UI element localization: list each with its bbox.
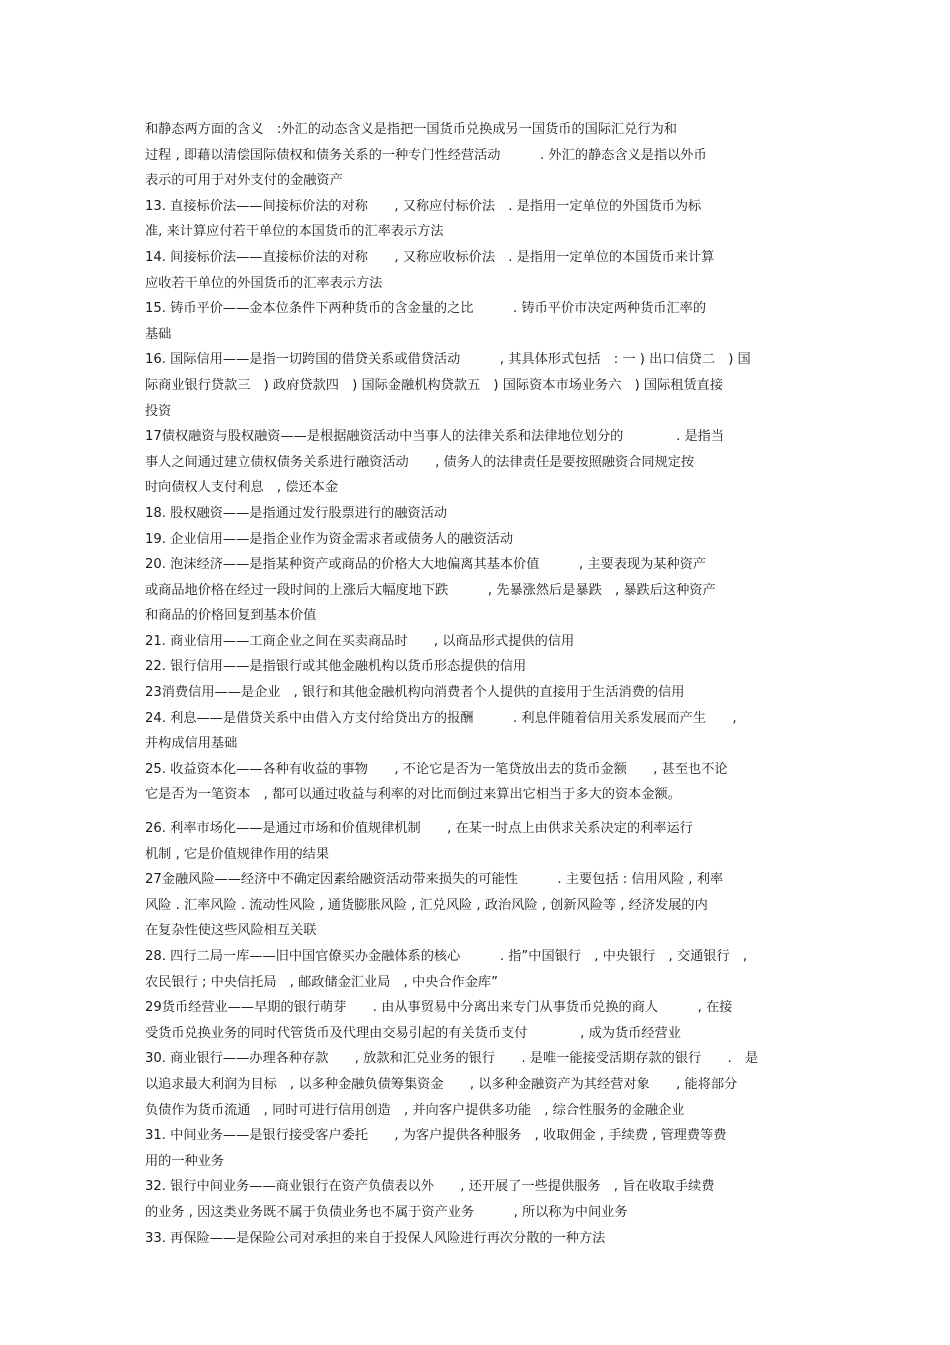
text-line: 31. 中间业务——是银行接受客户委托 , 为客户提供各种服务 , 收取佣金 , 手续费 , 管理费等费: [145, 1128, 727, 1144]
text-line: 33. 再保险——是保险公司对承担的来自于投保人风险进行再次分散的一种方法: [145, 1230, 606, 1246]
text-line: 际商业银行贷款三 ) 政府贷款四 ) 国际金融机构贷款五 ) 国际资本市场业务六 ) 国际租赁直接: [145, 377, 724, 393]
text-line: 22. 银行信用——是指银行或其他金融机构以货币形态提供的信用: [145, 659, 527, 675]
text-line: 29货币经营业——早期的银行萌芽 . 由从事贸易中分离出来专门从事货币兑换的商人 , 在接: [145, 1000, 733, 1016]
text-line: 事人之间通过建立债权债务关系进行融资活动 , 债务人的法律责任是要按照融资合同规定按: [145, 454, 695, 470]
text-line: 农民银行 ; 中央信托局 , 邮政储金汇业局 , 中央合作金库”: [145, 974, 498, 990]
paragraph-gap: [145, 808, 810, 816]
text-line: 27金融风险——经济中不确定因素给融资活动带来损失的可能性 . 主要包括 : 信用风险 , 利率: [145, 872, 724, 888]
text-line: 机制 , 它是价值规律作用的结果: [145, 846, 330, 862]
text-line: 和商品的价格回复到基本价值: [145, 608, 317, 624]
text-line: 30. 商业银行——办理各种存款 , 放款和汇兑业务的银行 . 是唯一能接受活期存款的银行 . 是: [145, 1051, 759, 1067]
text-line: 时向债权人支付利息 , 偿还本金: [145, 480, 339, 496]
text-line: 投资: [145, 403, 172, 419]
document-body: [145, 117, 810, 1251]
text-line: 负债作为货币流通 , 同时可进行信用创造 , 并向客户提供多功能 , 综合性服务的金融企业: [145, 1102, 685, 1118]
text-line: 24. 利息——是借贷关系中由借入方支付给贷出方的报酬 . 利息伴随着信用关系发展而产生 ,: [145, 710, 737, 726]
text-line: 17债权融资与股权融资——是根据融资活动中当事人的法律关系和法律地位划分的 . 是指当: [145, 429, 725, 445]
text-line: 用的一种业务: [145, 1153, 225, 1169]
text-line: 过程 , 即藉以清偿国际债权和债务关系的一种专门性经营活动 . 外汇的静态含义是指以外币: [145, 147, 707, 163]
text-line: 受货币兑换业务的同时代管货币及代理由交易引起的有关货币支付 , 成为货币经营业: [145, 1025, 681, 1041]
text-line: 19. 企业信用——是指企业作为资金需求者或债务人的融资活动: [145, 531, 514, 547]
text-line: 风险 . 汇率风险 . 流动性风险 , 通货膨胀风险 , 汇兑风险 , 政治风险 , 创新风险等 , 经济发展的内: [145, 897, 708, 913]
text-line: 15. 铸币平价——金本位条件下两种货币的含金量的之比 . 铸币平价市决定两种货币汇率的: [145, 301, 707, 317]
text-line: 基础: [145, 326, 172, 342]
text-line: 28. 四行二局一库——旧中国官僚买办金融体系的核心 . 指”中国银行 , 中央银行 , 交通银行 ,: [145, 949, 748, 964]
text-line: 23消费信用——是企业 , 银行和其他金融机构向消费者个人提供的直接用于生活消费的信用: [145, 685, 685, 701]
text-line: 14. 间接标价法——直接标价法的对称 , 又称应收标价法 . 是指用一定单位的本国货币来计算: [145, 249, 715, 265]
text-line: 20. 泡沫经济——是指某种资产或商品的价格大大地偏离其基本价值 , 主要表现为某种资产: [145, 557, 707, 573]
text-line: 26. 利率市场化——是通过市场和价值规律机制 , 在某一时点上由供求关系决定的利率运行: [145, 821, 693, 837]
text-line: 在复杂性使这些风险相互关联: [145, 923, 317, 939]
text-line: 并构成信用基础: [145, 736, 238, 752]
text-line: 18. 股权融资——是指通过发行股票进行的融资活动: [145, 505, 448, 521]
text-line: 32. 银行中间业务——商业银行在资产负债表以外 , 还开展了一些提供服务 , 旨在收取手续费: [145, 1179, 715, 1195]
text-line: 21. 商业信用——工商企业之间在买卖商品时 , 以商品形式提供的信用: [145, 633, 575, 649]
text-line: 的业务 , 因这类业务既不属于负债业务也不属于资产业务 , 所以称为中间业务: [145, 1204, 628, 1220]
text-line: 13. 直接标价法——间接标价法的对称 , 又称应付标价法 . 是指用一定单位的外国货币为标: [145, 198, 702, 214]
text-line: 准, 来计算应付若干单位的本国货币的汇率表示方法: [145, 224, 444, 240]
text-line: 和静态两方面的含义 :外汇的动态含义是指把一国货币兑换成另一国货币的国际汇兑行为和: [145, 122, 677, 137]
text-line: 应收若干单位的外国货币的汇率表示方法: [145, 275, 383, 291]
text-line: 或商品地价格在经过一段时间的上涨后大幅度地下跌 , 先暴涨然后是暴跌 , 暴跌后这种资产: [145, 582, 716, 598]
text-line: 以追求最大利润为目标 , 以多种金融负债筹集资金 , 以多种金融资产为其经营对象 , 能将部分: [145, 1076, 738, 1092]
text-line: 它是否为一笔资本 , 都可以通过收益与利率的对比而倒过来算出它相当于多大的资本金额。: [145, 787, 681, 803]
text-line: 25. 收益资本化——各种有收益的事物 , 不论它是否为一笔贷放出去的货币金额 , 甚至也不论: [145, 761, 728, 777]
text-line: 16. 国际信用——是指一切跨国的借贷关系或借贷活动 , 其具体形式包括 : 一 ) 出口信贷二 ) 国: [145, 352, 751, 368]
text-line: 表示的可用于对外支付的金融资产: [145, 173, 343, 189]
